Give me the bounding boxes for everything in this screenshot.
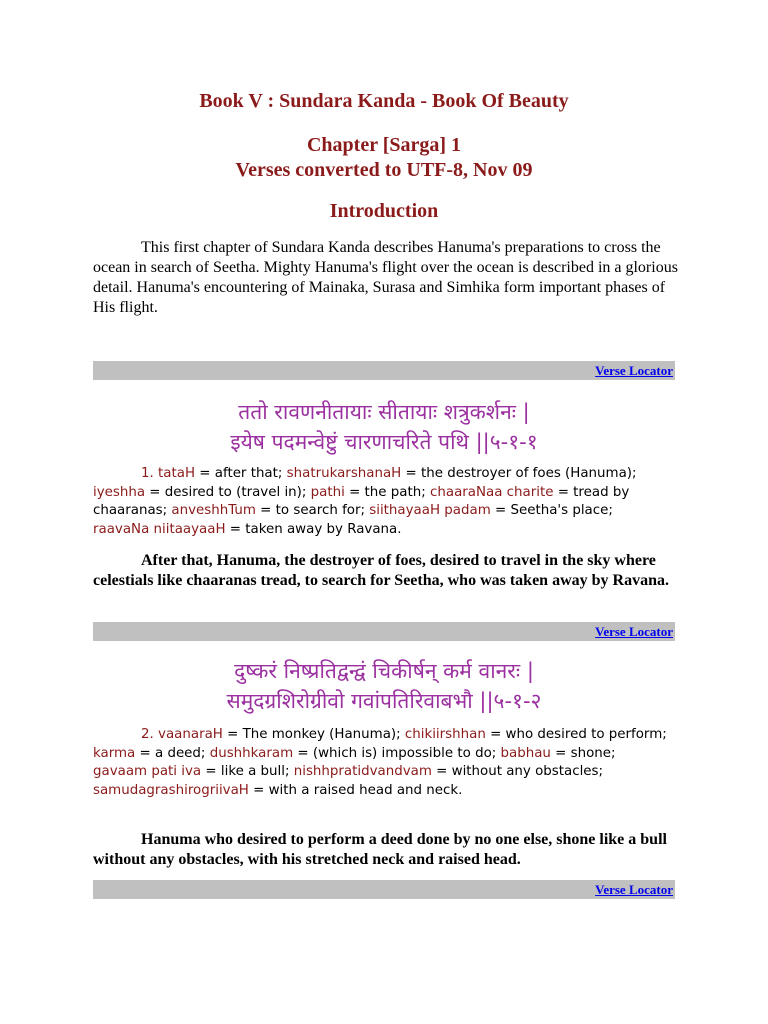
sloka-line: दुष्करं निष्प्रतिद्वन्द्वं चिकीर्षन् कर्म वानरः | [234, 659, 534, 683]
chapter-title: Chapter [Sarga] 1 [306, 134, 462, 156]
word-meaning: = without any obstacles; [431, 764, 604, 779]
sanskrit-word: chaaraNaa charite [430, 484, 554, 500]
verse-number: 2. [141, 727, 154, 742]
word-meaning: = tread by chaaranas; [93, 484, 630, 518]
word-meaning: = desired to (travel in); [145, 484, 311, 500]
sanskrit-word: raavaNa niitaayaaH [93, 521, 226, 537]
verse-locator-bar-2 [93, 622, 675, 641]
word-gloss-2 [93, 726, 671, 800]
word-meaning: = like a bull; [201, 764, 294, 779]
book-title: Book V : Sundara Kanda - Book Of Beauty [199, 90, 569, 112]
word-meaning: = Seetha's place; [490, 503, 613, 518]
word-gloss-1 [93, 465, 671, 539]
word-meaning: = shone; [550, 745, 616, 761]
sloka-verse-2 [0, 656, 768, 716]
sanskrit-word: iyeshha [93, 484, 146, 500]
intro-paragraph: This first chapter of Sundara Kanda describes Hanuma's preparations to cross the ocean in search of Seetha. Mighty Hanuma's flight over the ocean is described in a glorious detail. Hanuma's encountering of Mainaka, Surasa and Simhika form important phases of His flight. [93, 239, 678, 316]
sanskrit-word: chikiirshhan [404, 727, 486, 742]
verse-number: 1. [141, 466, 154, 481]
sanskrit-word: siithayaaH padam [369, 503, 491, 518]
sanskrit-word: pathi [310, 484, 345, 500]
word-meaning: = (which is) impossible to do; [293, 745, 501, 761]
sanskrit-word: samudagrashirogriivaH [93, 782, 249, 798]
word-meaning: = to search for; [255, 503, 370, 518]
translation-2: Hanuma who desired to perform a deed done by no one else, shone like a bull without any obstacles, with his stretched neck and raised head. [93, 831, 667, 868]
word-meaning: = the destroyer of foes (Hanuma); [401, 466, 637, 481]
sanskrit-word: babhau [500, 745, 551, 761]
sanskrit-word: tataH [158, 466, 196, 481]
word-meaning: = taken away by Ravana. [225, 521, 402, 537]
intro-heading: Introduction [329, 200, 439, 222]
sloka-line: इयेष पदमन्वेष्टुं चारणाचरिते पथि ||५-१-१ [230, 430, 538, 454]
utf-note: Verses converted to UTF-8, Nov 09 [235, 159, 533, 181]
verse-locator-link[interactable]: Verse Locator [595, 363, 673, 378]
word-meaning: = who desired to perform; [485, 727, 667, 742]
sanskrit-word: dushhkaram [209, 745, 294, 761]
sanskrit-word: gavaam pati iva [93, 764, 202, 779]
sanskrit-word: anveshhTum [171, 503, 256, 518]
word-meaning: = with a raised head and neck. [248, 782, 463, 798]
word-meaning: = The monkey (Hanuma); [222, 727, 405, 742]
verse-locator-link[interactable]: Verse Locator [595, 624, 673, 639]
sanskrit-word: nishhpratidvandvam [293, 764, 432, 779]
sanskrit-word: vaanaraH [158, 727, 223, 742]
translation-1: After that, Hanuma, the destroyer of foes, desired to travel in the sky where celestials like chaaranas tread, to search for Seetha, who was taken away by Ravana. [93, 552, 669, 589]
sloka-line: ततो रावणनीतायाः सीतायाः शत्रुकर्शनः | [238, 400, 530, 424]
sloka-verse-1 [0, 397, 768, 457]
sloka-line: समुदग्रशिरोग्रीवो गवांपतिरिवाबभौ ||५-१-२ [226, 689, 542, 713]
word-meaning: = the path; [344, 484, 431, 500]
word-meaning: = a deed; [135, 745, 210, 761]
word-meaning: = after that; [195, 466, 287, 481]
verse-locator-bar-1 [93, 361, 675, 380]
sanskrit-word: karma [93, 745, 136, 761]
verse-locator-link[interactable]: Verse Locator [595, 882, 673, 897]
verse-locator-bar-3 [93, 880, 675, 899]
sanskrit-word: shatrukarshanaH [286, 466, 402, 481]
